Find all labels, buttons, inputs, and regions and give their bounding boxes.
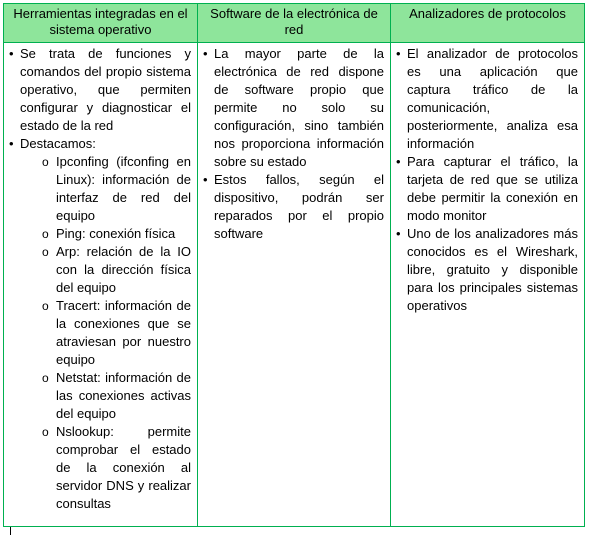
content-row bbox=[4, 43, 585, 527]
header-row bbox=[4, 4, 585, 43]
list-item: • La mayor parte de la electrónica de red dispone de software propio que permite no solo su configuración, sino también nos proporciona información sobre su estado bbox=[202, 45, 384, 171]
header-integrated-tools: Herramientas integradas en el sistema operativo bbox=[4, 4, 198, 43]
list-item: • Estos fallos, según el dispositivo, podrán ser reparados por el propio software bbox=[202, 171, 384, 243]
comparison-table bbox=[3, 3, 585, 527]
list-item: • El analizador de protocolos es una aplicación que captura tráfico de la comunicación, posteriormente, analiza esa información bbox=[395, 45, 578, 153]
sub-list-item: o Nslookup: permite comprobar el estado de la conexión al servidor DNS y realizar consultas bbox=[42, 423, 191, 513]
cell-protocol-analyzers bbox=[391, 43, 585, 527]
list-item: • Para capturar el tráfico, la tarjeta de red que se utiliza debe permitir la conexión en modo monitor bbox=[395, 153, 578, 225]
list-item bbox=[8, 135, 191, 513]
bullet-list bbox=[8, 45, 191, 513]
list-item: • Uno de los analizadores más conocidos es el Wireshark, libre, gratuito y disponible para los principales sistemas operativos bbox=[395, 225, 578, 315]
bullet-list bbox=[202, 45, 384, 243]
sub-list-item: o Netstat: información de las conexiones activas del equipo bbox=[42, 369, 191, 423]
bullet-list bbox=[395, 45, 578, 315]
header-network-software: Software de la electrónica de red bbox=[198, 4, 391, 43]
text-cursor bbox=[10, 527, 11, 535]
sub-list-item: o Tracert: información de la conexiones que se atraviesan por nuestro equipo bbox=[42, 297, 191, 369]
cell-network-software bbox=[198, 43, 391, 527]
list-item-label: Destacamos: bbox=[20, 136, 96, 151]
sub-list bbox=[20, 153, 191, 513]
header-protocol-analyzers: Analizadores de protocolos bbox=[391, 4, 585, 43]
cell-integrated-tools bbox=[4, 43, 198, 527]
sub-list-item: o Ping: conexión física bbox=[42, 225, 191, 243]
sub-list-item: o Arp: relación de la IO con la dirección física del equipo bbox=[42, 243, 191, 297]
sub-list-item: o Ipconfing (ifconfing en Linux): información de interfaz de red del equipo bbox=[42, 153, 191, 225]
list-item: • Se trata de funciones y comandos del propio sistema operativo, que permiten configurar y diagnosticar el estado de la red bbox=[8, 45, 191, 135]
